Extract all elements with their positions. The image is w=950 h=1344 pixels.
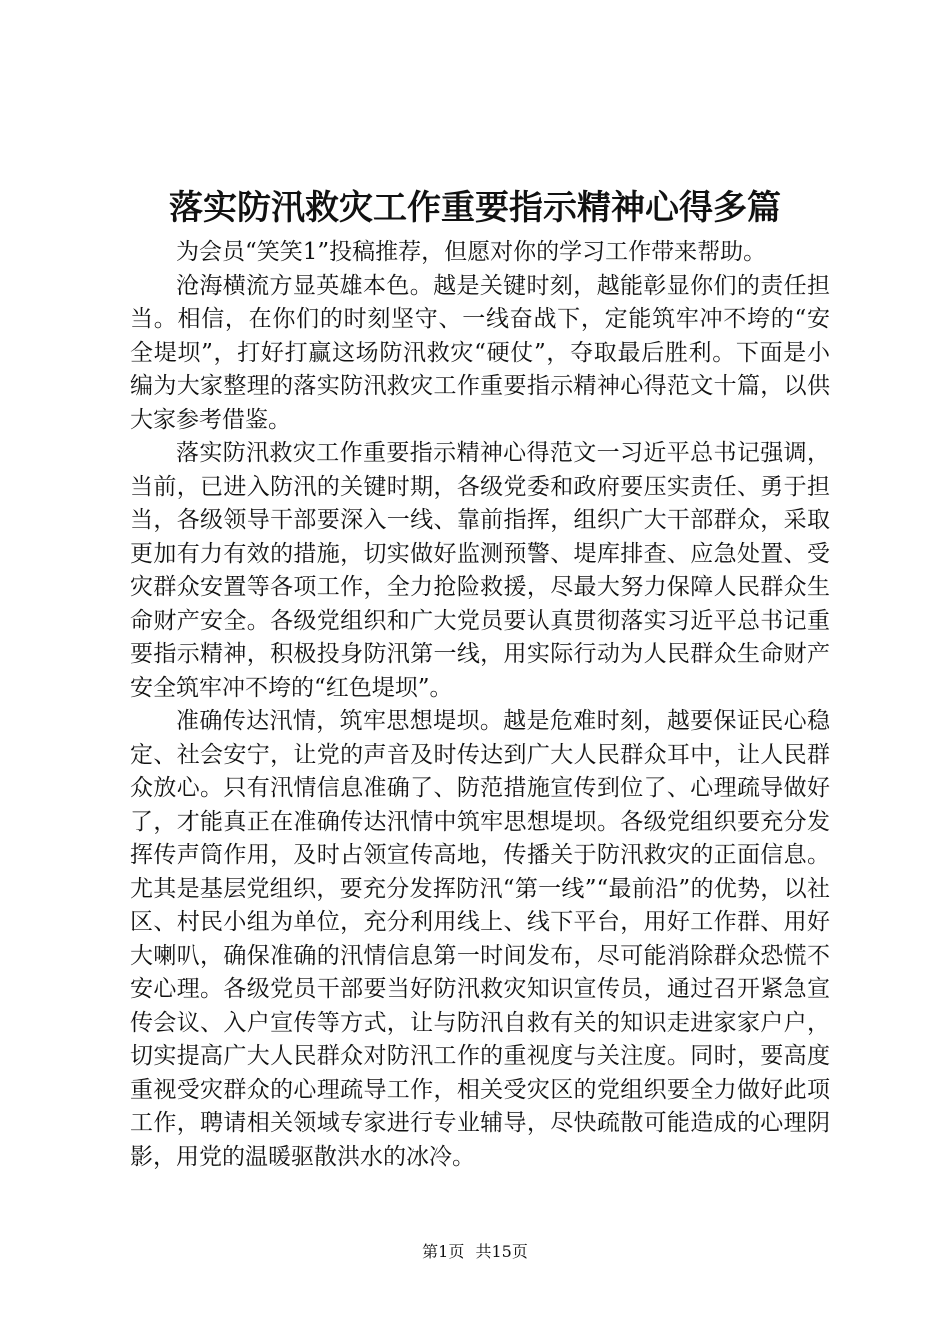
paragraph-flood-info: 准确传达汛情，筑牢思想堤坝。越是危难时刻，越要保证民心稳定、社会安宁，让党的声音及时传达到广大人民群众耳中，让人民群众放心。只有汛情信息准确了、防范措施宣传到位了、心理疏导做好了，才能真正在准确传达汛情中筑牢思想堤坝。各级党组织要充分发挥传声筒作用，及时占领宣传高地，传播关于防汛救灾的正面信息。尤其是基层党组织，要充分发挥防汛“第一线”“最前沿”的优势，以社区、村民小组为单位，充分利用线上、线下平台，用好工作群、用好大喇叭，确保准确的汛情信息第一时间发布，尽可能消除群众恐慌不安心理。各级党员干部要当好防汛救灾知识宣传员，通过召开紧急宣传会议、入户宣传等方式，让与防汛自救有关的知识走进家家户户，切实提高广大人民群众对防汛工作的重视度与关注度。同时，要高度重视受灾群众的心理疏导工作，相关受灾区的党组织要全力做好此项工作，聘请相关领域专家进行专业辅导，尽快疏散可能造成的心理阴影，用党的温暖驱散洪水的冰冷。 <box>130 708 830 1170</box>
document-body <box>130 236 830 1174</box>
paragraph-preface: 沧海横流方显英雄本色。越是关键时刻，越能彰显你们的责任担当。相信，在你们的时刻坚守、一线奋战下，定能筑牢冲不垮的“安全堤坝”，打好打赢这场防汛救灾“硬仗”，夺取最后胜利。下面是小编为大家整理的落实防汛救灾工作重要指示精神心得范文十篇，以供大家参考借鉴。 <box>130 272 830 433</box>
paragraph-essay-one: 落实防汛救灾工作重要指示精神心得范文一习近平总书记强调，当前，已进入防汛的关键时期，各级党委和政府要压实责任、勇于担当，各级领导干部要深入一线、靠前指挥，组织广大干部群众，采取更加有力有效的措施，切实做好监测预警、堤库排查、应急处置、受灾群众安置等各项工作，全力抢险救援，尽最大努力保障人民群众生命财产安全。各级党组织和广大党员要认真贯彻落实习近平总书记重要指示精神，积极投身防汛第一线，用实际行动为人民群众生命财产安全筑牢冲不垮的“红色堤坝”。 <box>130 440 830 701</box>
page-footer <box>0 1241 950 1263</box>
page-title: 落实防汛救灾工作重要指示精神心得多篇 <box>169 188 781 228</box>
paragraph-intro: 为会员“笑笑1”投稿推荐，但愿对你的学习工作带来帮助。 <box>176 239 767 265</box>
page-total: 共15页 <box>475 1242 528 1261</box>
page-number: 第1页 <box>422 1242 465 1261</box>
